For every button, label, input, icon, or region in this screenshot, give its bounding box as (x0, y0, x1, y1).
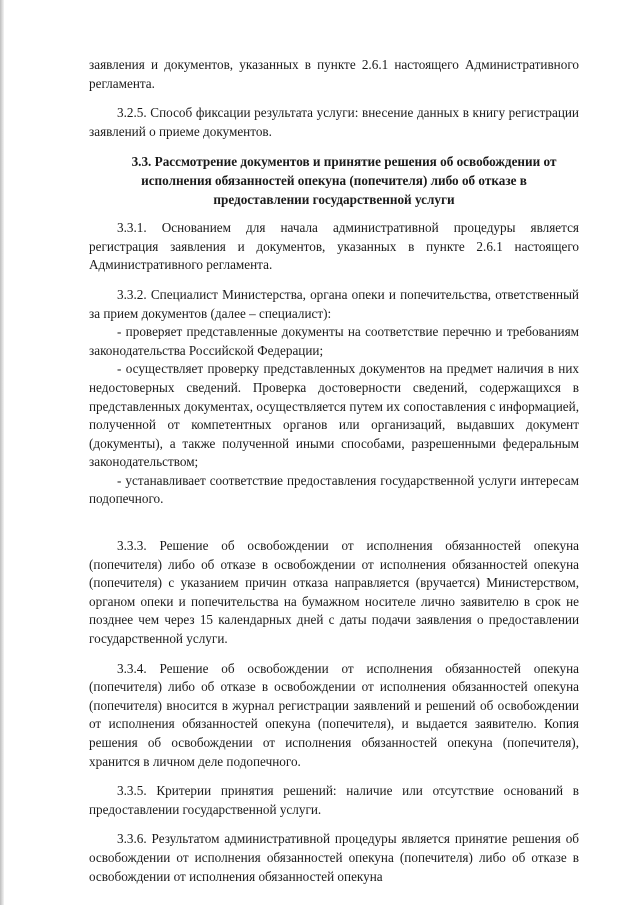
paragraph-3-3-1: 3.3.1. Основанием для начала административной процедуры является регистрация заявления и документов, указанных в пункте 2.6.1 настоящего Административного регламента. (89, 220, 579, 273)
paragraph-3-3-3: 3.3.3. Решение об освобождении от исполнения обязанностей опекуна (попечителя) либо об отказе в освобождении от исполнения обязанностей опекуна (попечителя) с указанием причин отказа направляется (вручается) Министерством, органом опеки и попечительства на бумажном носителе лично заявителю в срок не позднее чем через 15 календарных дней с даты подачи заявления о предоставлении государственной услуги. (89, 538, 579, 647)
list-item-check-documents: - проверяет представленные документы на соответствие перечню и требованиям законодательства Российской Федерации; (89, 324, 579, 358)
paragraph-3-2-5: 3.2.5. Способ фиксации результата услуги: внесение данных в книгу регистрации заявлений о приеме документов. (89, 105, 579, 139)
page-edge-shadow (0, 0, 4, 905)
paragraph-3-3-5: 3.3.5. Критерии принятия решений: наличие или отсутствие оснований в предоставлении государственной услуги. (89, 783, 579, 817)
paragraph-continuation: заявления и документов, указанных в пункте 2.6.1 настоящего Административного регламента. (89, 57, 579, 91)
document-page (89, 56, 579, 886)
paragraph-3-3-4: 3.3.4. Решение об освобождении от исполнения обязанностей опекуна (попечителя) либо об отказе в освобождении от исполнения обязанностей опекуна (попечителя) вносится в журнал регистрации заявлений и решений об освобождении от исполнения обязанностей опекуна (попечителя), и выдается заявителю. Копия решения об освобождении от исполнения обязанностей опекуна (попечителя), хранится в личном деле подопечного. (89, 660, 579, 769)
list-item-establish-compliance: - устанавливает соответствие предоставления государственной услуги интересам подопечного. (89, 472, 579, 507)
list-item-verify-information: - осуществляет проверку представленных документов на предмет наличия в них недостоверных сведений. Проверка достоверности сведений, содержащихся в представленных документах, осуществляется путем их сопоставления с информацией, полученной от компетентных органов или организаций, выдавших документ (документы), а также полученной иными способами, разрешенными федеральным законодательством; (89, 361, 579, 470)
section-heading-3-3: 3.3. Рассмотрение документов и принятие решения об освобождении от исполнения обязанностей опекуна (попечителя) либо об отказе в предоставлении государственной услуги (131, 154, 557, 207)
paragraph-3-3-2: 3.3.2. Специалист Министерства, органа опеки и попечительства, ответственный за прием документов (далее – специалист): (89, 286, 579, 321)
paragraph-3-3-6: 3.3.6. Результатом административной процедуры является принятие решения об освобождении от исполнения обязанностей опекуна (попечителя) либо об отказе в освобождении от исполнения обязанностей опекуна (89, 831, 579, 884)
